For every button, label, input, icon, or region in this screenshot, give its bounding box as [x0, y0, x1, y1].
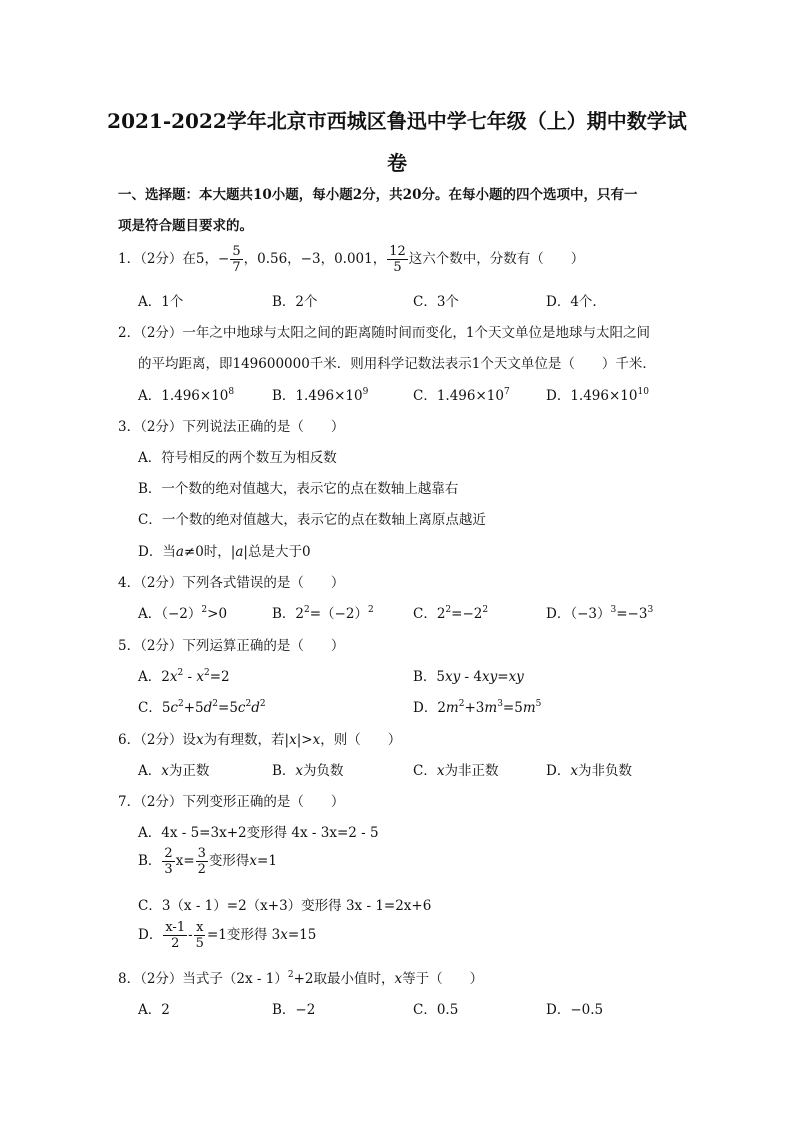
fraction: $\frac{x}{5}$ [195, 920, 204, 951]
question-2-stem-line-2: 的平均距离，即149600000千米．则用科学记数法表示1个天文单位是（ ）千米． [138, 356, 656, 372]
question-1-stem: 1．（2分）在5，− $\frac{5}{7}$ ，0.56，−3，0.001， $\frac{12}{5}$ 这六个数中，分数有（ ） [118, 244, 585, 275]
q3-option-b: B．一个数的绝对值越大，表示它的点在数轴上越靠右 [138, 481, 459, 497]
q4-option-b: B．$2^2=(-2)^2$ [272, 605, 374, 622]
question-4-stem: 4．（2分）下列各式错误的是（ ） [118, 575, 345, 591]
q6-option-b: B．x为负数 [272, 763, 344, 779]
fraction: $\frac{12}{5}$ [389, 244, 406, 275]
q2-option-d: D．$1.496\times 10^{10}$ [546, 387, 649, 404]
q5-option-a: A．$2x^2 - x^2=2$ [138, 668, 230, 685]
q1-option-a: A．1个 [138, 294, 184, 310]
section-heading [118, 180, 678, 242]
question-3-stem: 3．（2分）下列说法正确的是（ ） [118, 419, 345, 435]
q2-option-b: B．$1.496\times 10^9$ [272, 387, 369, 404]
q5-option-b: B．5xy - 4xy=xy [413, 669, 524, 685]
question-6-stem: 6．（2分）设x为有理数，若|x|>x，则（ ） [118, 732, 402, 748]
q3-option-c: C．一个数的绝对值越大，表示它的点在数轴上离原点越近 [138, 512, 486, 528]
fraction: $\frac{x-1}{2}$ [165, 920, 186, 951]
section-line-2: 项是符合题目要求的。 [118, 218, 253, 234]
q7-option-d: D． $\frac{x-1}{2}$ - $\frac{x}{5}$ =1变形得 3x=15 [138, 920, 317, 951]
q6-option-d: D．x为非负数 [546, 763, 632, 779]
q8-option-c: C．0.5 [413, 1002, 459, 1018]
q3-option-a: A．符号相反的两个数互为相反数 [138, 450, 337, 466]
q7-option-a: A．4x - 5=3x+2变形得 4x - 3x=2 - 5 [138, 825, 379, 841]
fraction: $\frac{2}{3}$ [164, 846, 173, 877]
q1-option-d: D．4个. [546, 294, 597, 310]
q5-option-c: C．$5c^2+5d^2=5c^2d^2$ [138, 699, 266, 716]
section-line-1: 一、选择题：本大题共10小题，每小题2分，共20分。在每小题的四个选项中，只有一 [118, 187, 638, 203]
q4-option-a: A．$(-2)^2>0$ [138, 605, 228, 622]
q7-option-c: C．3（x - 1）=2（x+3）变形得 3x - 1=2x+6 [138, 898, 432, 914]
q7-option-b: B． $\frac{2}{3}$ x= $\frac{3}{2}$ 变形得x=1 [138, 846, 277, 877]
question-8-stem: 8．（2分）当式子（2x - 1）$^2$+2取最小值时，x等于（ ） [118, 970, 484, 987]
title-line-1: 2021-2022学年北京市西城区鲁迅中学七年级（上）期中数学试 [107, 109, 687, 133]
q6-option-c: C．x为非正数 [413, 763, 499, 779]
q8-option-d: D．−0.5 [546, 1002, 604, 1018]
q4-option-d: D．$(-3)^3=-3^3$ [546, 605, 654, 622]
q1-option-c: C．3个 [413, 294, 459, 310]
question-2-stem-line-1: 2．（2分）一年之中地球与太阳之间的距离随时间而变化，1个天文单位是地球与太阳之间 [118, 325, 651, 341]
q3-option-d: D．当a≠0时，|a|总是大于0 [138, 544, 311, 560]
title-line-2: 卷 [387, 151, 407, 175]
fraction: $\frac{5}{7}$ [232, 244, 241, 275]
q8-option-b: B．−2 [272, 1002, 316, 1018]
q1-option-b: B．2个 [272, 294, 318, 310]
question-5-stem: 5．（2分）下列运算正确的是（ ） [118, 638, 345, 654]
fraction: $\frac{3}{2}$ [197, 846, 206, 877]
q5-option-d: D．$2m^2+3m^3=5m^5$ [413, 699, 542, 716]
q4-option-c: C．$2^2=-2^2$ [413, 605, 489, 622]
page-title [90, 100, 704, 184]
q2-option-a: A．$1.496\times 10^8$ [138, 387, 235, 404]
q2-option-c: C．$1.496\times 10^7$ [413, 387, 510, 404]
q6-option-a: A．x为正数 [138, 763, 210, 779]
question-7-stem: 7．（2分）下列变形正确的是（ ） [118, 794, 345, 810]
q8-option-a: A．2 [138, 1002, 170, 1018]
